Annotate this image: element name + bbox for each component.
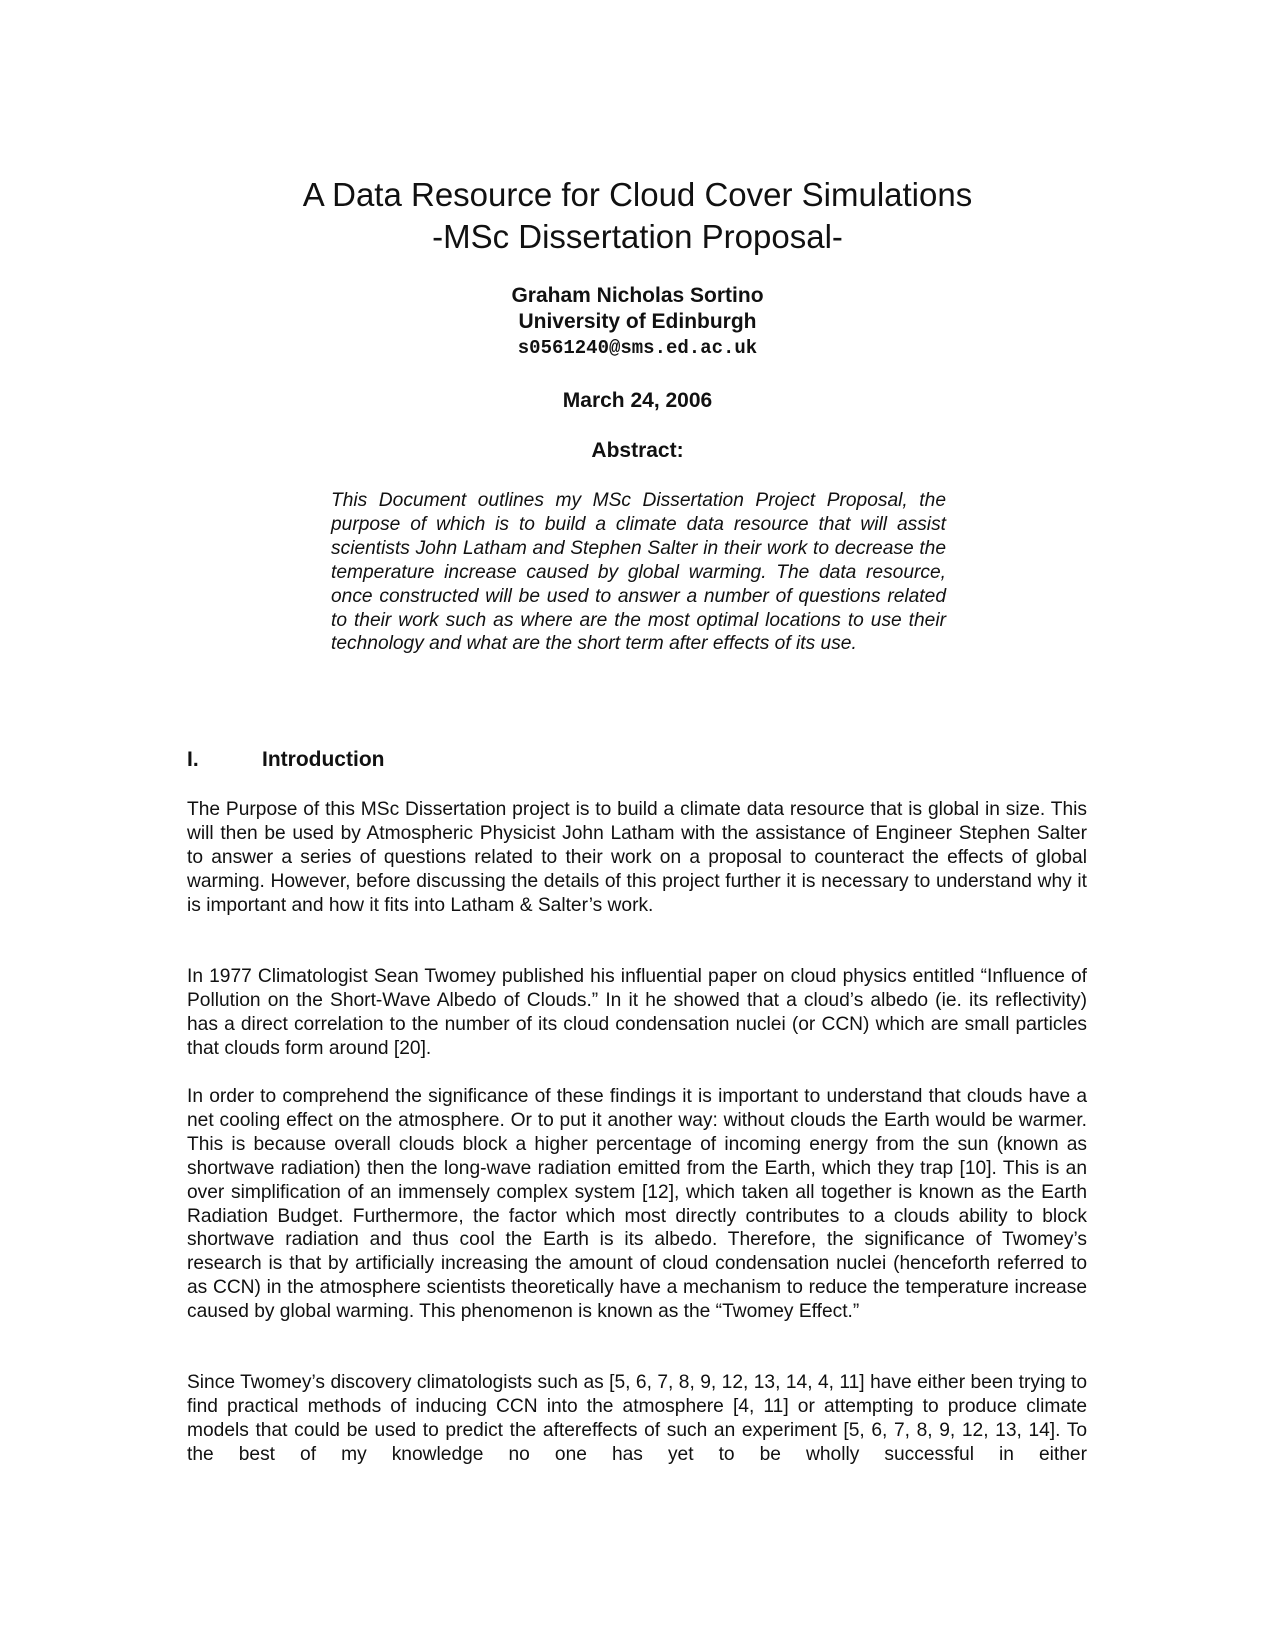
section-title: Introduction	[262, 748, 385, 771]
author-name: Graham Nicholas Sortino	[511, 284, 764, 307]
paragraph-3: In order to comprehend the significance of these findings it is important to understand that clouds have a net cooling effect on the atmosphere. Or to put it another way: without clouds the Earth would be warmer. This is because overall clouds block a higher percentage of incoming energy from the sun (known as shortwave radiation) then the long-wave radiation emitted from the Earth, which they trap [10]. This is an over simplification of an immensely complex system [12], which taken all together is known as the Earth Radiation Budget. Furthermore, the factor which most directly contributes to a clouds ability to block shortwave radiation and thus cool the Earth is its albedo. Therefore, the significance of Twomey’s research is that by artificially increasing the amount of cloud condensation nuclei (henceforth referred to as CCN) in the atmosphere scientists theoretically have a mechanism to reduce the temperature increase caused by global warming. This phenomenon is known as the “Twomey Effect.”	[187, 1086, 1087, 1323]
author-affiliation: University of Edinburgh	[518, 310, 757, 333]
paragraph-2: In 1977 Climatologist Sean Twomey published his influential paper on cloud physics entitled “Influence of Pollution on the Short-Wave Albedo of Clouds.” In it he showed that a cloud’s albedo (ie. its reflectivity) has a direct correlation to the number of its cloud condensation nuclei (or CCN) which are small particles that clouds form around [20].	[187, 966, 1087, 1059]
title-line-1: A Data Resource for Cloud Cover Simulations	[302, 176, 973, 213]
section-number: I.	[187, 748, 199, 771]
author-email: s0561240@sms.ed.ac.uk	[517, 337, 758, 359]
abstract-heading: Abstract:	[591, 439, 684, 462]
paragraph-1: The Purpose of this MSc Dissertation project is to build a climate data resource that is global in size. This will then be used by Atmospheric Physicist John Latham with the assistance of Engineer Stephen Salter to answer a series of questions related to their work on a proposal to counteract the effects of global warming. However, before discussing the details of this project further it is necessary to understand why it is important and how it fits into Latham & Salter’s work.	[187, 799, 1087, 916]
section-heading-introduction	[187, 747, 384, 773]
title-line-2: -MSc Dissertation Proposal-	[432, 218, 843, 255]
document-date: March 24, 2006	[562, 389, 713, 412]
abstract-text: This Document outlines my MSc Dissertation Project Proposal, the purpose of which is to build a climate data resource that will assist scientists John Latham and Stephen Salter in their work to decrease the temperature increase caused by global warming. The data resource, once constructed will be used to answer a number of questions related to their work such as where are the most optimal locations to use their technology and what are the short term after effects of its use.	[331, 490, 946, 655]
paragraph-4: Since Twomey’s discovery climatologists such as [5, 6, 7, 8, 9, 12, 13, 14, 4, 11] have either been trying to find practical methods of inducing CCN into the atmosphere [4, 11] or attempting to produce climate models that could be used to predict the aftereffects of such an experiment [5, 6, 7, 8, 9, 12, 13, 14]. To the best of my knowledge no one has yet to be wholly successful in either	[187, 1372, 1087, 1465]
